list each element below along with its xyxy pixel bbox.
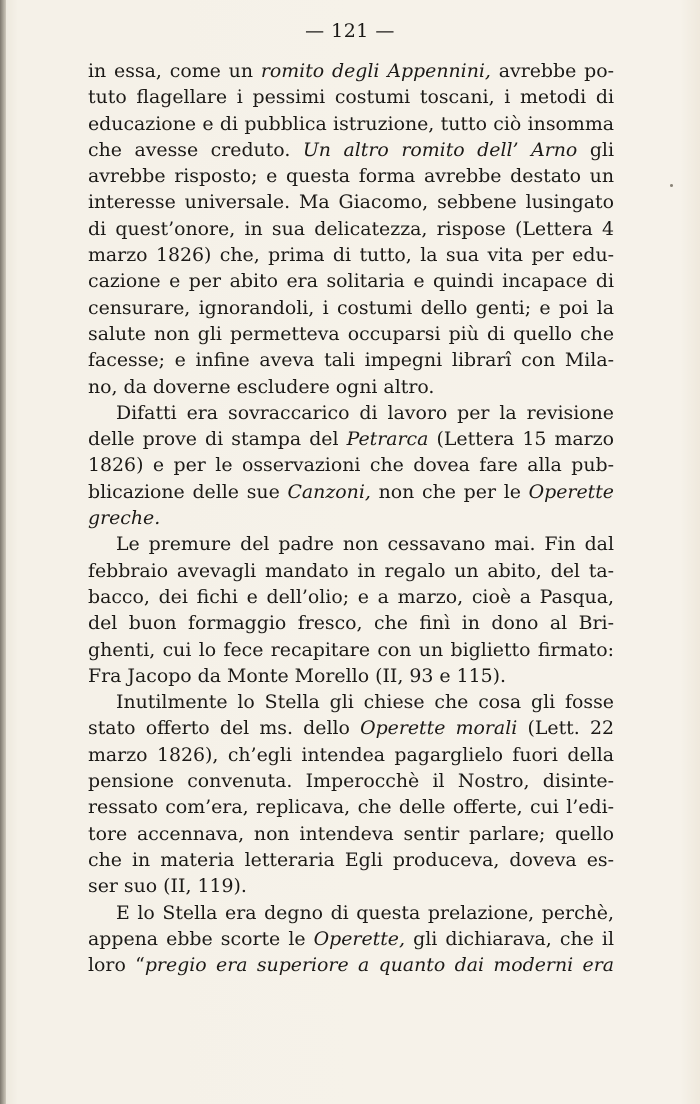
text-line [88, 742, 614, 768]
text-segment: interesse universale. Ma Giacomo, sebbene lusingato [88, 191, 614, 214]
text-line [88, 216, 614, 242]
text-segment: cazione e per abito era solitaria e quindi incapace di [88, 270, 614, 293]
text-line [88, 111, 614, 137]
text-line [88, 637, 614, 663]
text-segment: (Lettera 15 marzo [428, 428, 614, 451]
text-line [88, 163, 614, 189]
text-line [88, 137, 614, 163]
text-line [88, 426, 614, 452]
text-line [88, 479, 614, 505]
text-line [88, 242, 614, 268]
text-line [88, 768, 614, 794]
text-line [88, 268, 614, 294]
text-line [88, 84, 614, 110]
text-line [88, 610, 614, 636]
text-line [88, 821, 614, 847]
text-line [88, 295, 614, 321]
text-segment: non che per le [370, 480, 529, 503]
page-number: — 121 — [305, 20, 395, 42]
text-segment: stato offerto del ms. dello [88, 717, 361, 740]
body-text [88, 58, 614, 978]
text-segment: che in materia letteraria Egli produceva, doveva es- [88, 848, 614, 871]
text-line [88, 558, 614, 584]
text-line [88, 58, 614, 84]
margin-speck [670, 184, 673, 187]
text-segment: Petrarca [346, 428, 429, 451]
text-segment: salute non gli permetteva occuparsi più di quello che [88, 322, 614, 345]
text-segment: pensione convenuta. Imperocchè il Nostro, disinte- [88, 770, 614, 793]
text-segment: (Lett. 22 [517, 717, 614, 740]
text-segment: ser suo (II, 119). [88, 875, 247, 898]
text-segment: Difatti era sovraccarico di lavoro per la revisione [116, 401, 614, 424]
text-line [88, 847, 614, 873]
text-segment: greche. [88, 507, 161, 530]
text-line [88, 689, 614, 715]
text-segment: bacco, dei fichi e dell’olio; e a marzo, cioè a Pasqua, [88, 585, 614, 608]
text-line [88, 347, 614, 373]
text-segment: pregio era superiore a quanto dai moderni era [144, 954, 615, 977]
text-segment: tore accennava, non intendeva sentir parlare; quello [88, 822, 614, 845]
text-segment: censurare, ignorandoli, i costumi dello genti; e poi la [88, 296, 614, 319]
text-segment: educazione e di pubblica istruzione, tutto ciò insomma [88, 112, 614, 135]
text-segment: gli [577, 138, 615, 161]
text-segment: avrebbe risposto; e questa forma avrebbe destato un [88, 165, 614, 188]
text-segment: Inutilmente lo Stella gli chiese che cosa gli fosse [116, 691, 614, 714]
text-segment: Un altro romito dell’ Arno [302, 138, 578, 161]
text-line [88, 452, 614, 478]
text-segment: Operette [528, 480, 614, 503]
text-segment: avrebbe po- [490, 60, 614, 82]
text-line [88, 794, 614, 820]
text-segment: marzo 1826), ch’egli intendea pagarglielo fuori della [88, 743, 614, 766]
text-segment: romito degli Appennini, [260, 60, 491, 82]
text-segment: blicazione delle sue [88, 480, 288, 503]
text-segment: appena ebbe scorte le [88, 927, 314, 950]
text-line [88, 952, 614, 978]
text-line [88, 531, 614, 557]
text-line [88, 505, 614, 531]
text-line [88, 926, 614, 952]
text-segment: loro “ [88, 954, 145, 977]
text-line [88, 189, 614, 215]
text-segment: Le premure del padre non cessavano mai. Fin dal [116, 533, 614, 556]
text-segment: che avesse creduto. [88, 138, 303, 161]
text-line [88, 321, 614, 347]
text-line [88, 715, 614, 741]
text-line [88, 663, 614, 689]
text-segment: Canzoni, [287, 480, 371, 503]
text-line [88, 900, 614, 926]
text-segment: gli dichiarava, che il [405, 927, 614, 950]
text-segment: marzo 1826) che, prima di tutto, la sua vita per edu- [88, 244, 614, 267]
text-segment: Fra Jacopo da Monte Morello (II, 93 e 115). [88, 664, 507, 687]
text-line [88, 873, 614, 899]
text-line [88, 400, 614, 426]
text-segment: del buon formaggio fresco, che finì in dono al Bri- [88, 612, 614, 635]
text-segment: delle prove di stampa del [88, 428, 347, 451]
text-segment: E lo Stella era degno di questa prelazione, perchè, [116, 901, 614, 924]
text-segment: tuto flagellare i pessimi costumi toscani, i metodi di [88, 86, 614, 109]
text-segment: Operette morali [360, 717, 518, 740]
text-line [88, 584, 614, 610]
text-segment: no, da doverne escludere ogni altro. [88, 375, 435, 398]
text-segment: 1826) e per le osservazioni che dovea fare alla pub- [88, 454, 614, 477]
text-segment: Operette, [313, 927, 405, 950]
text-segment: in essa, come un [88, 60, 261, 82]
text-line [88, 374, 614, 400]
text-segment: ghenti, cui lo fece recapitare con un biglietto firmato: [88, 638, 614, 661]
text-segment: facesse; e infine aveva tali impegni librarî con Mila- [88, 349, 614, 372]
text-segment: febbraio avevagli mandato in regalo un abito, del ta- [88, 559, 614, 582]
page-spine-shadow [0, 0, 6, 1104]
text-segment: di quest’onore, in sua delicatezza, rispose (Lettera 4 [88, 217, 614, 240]
text-segment: ressato com’era, replicava, che delle offerte, cui l’edi- [88, 796, 614, 819]
